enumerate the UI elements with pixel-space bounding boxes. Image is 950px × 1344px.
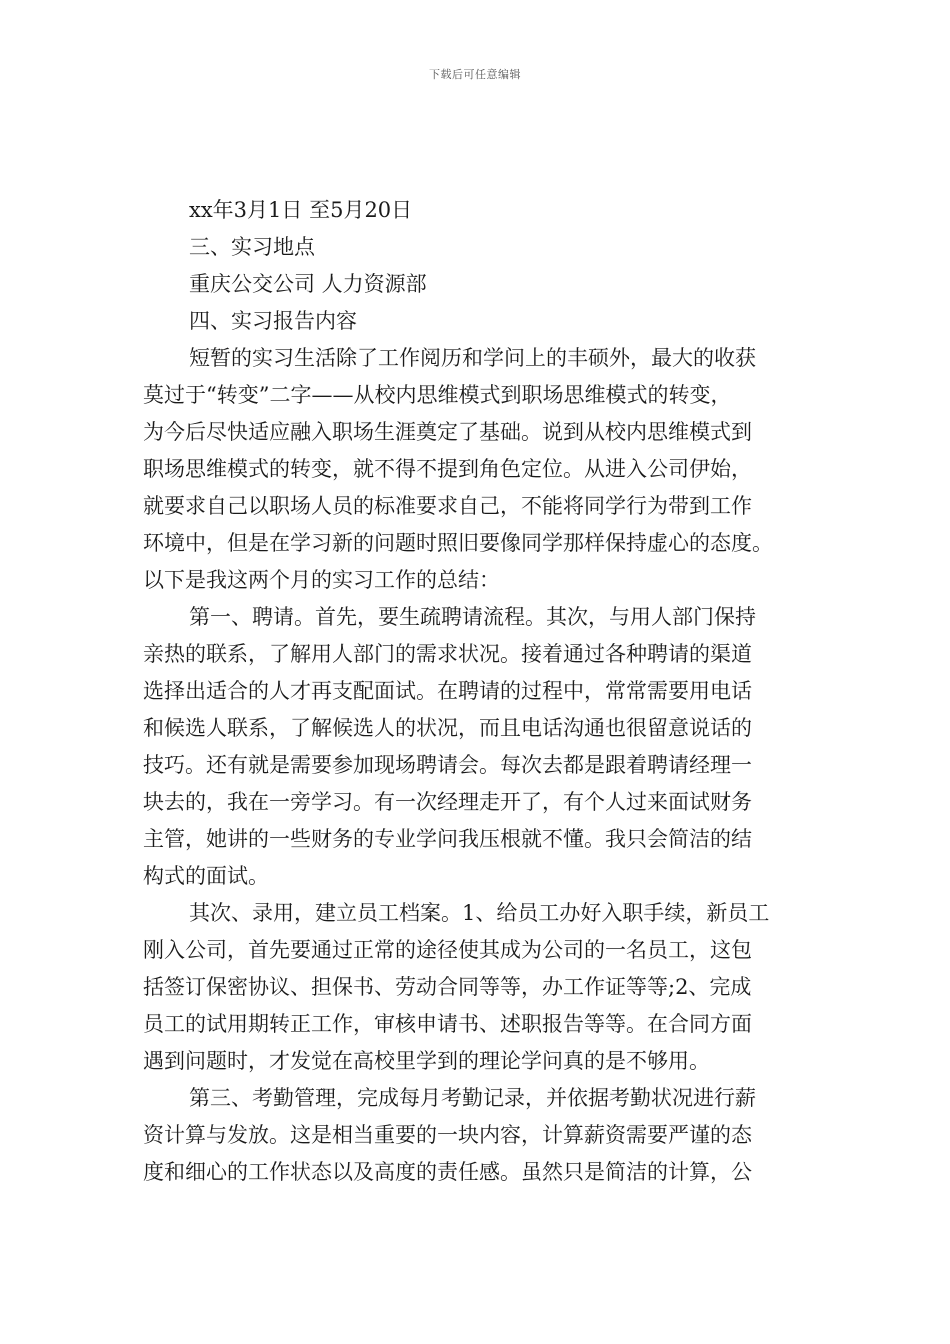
- paragraph-line: 莫过于“转变”二字——从校内思维模式到职场思维模式的转变，: [143, 383, 732, 407]
- page-header: 下载后可任意编辑: [429, 68, 521, 81]
- paragraph-line: 以下是我这两个月的实习工作的总结：: [143, 568, 500, 592]
- document-body: [143, 192, 809, 1191]
- paragraph-line: 括签订保密协议、担保书、劳动合同等等，办工作证等等;2、完成: [143, 975, 752, 999]
- paragraph-line: 构式的面试。: [143, 864, 269, 888]
- paragraph-line: 亲热的联系，了解用人部门的需求状况。接着通过各种聘请的渠道: [143, 642, 752, 666]
- paragraph-line: 主管，她讲的一些财务的专业学问我压根就不懂。我只会简洁的结: [143, 827, 752, 851]
- paragraph-line: 就要求自己以职场人员的标准要求自己，不能将同学行为带到工作: [143, 494, 752, 518]
- paragraph-hiring: [143, 895, 809, 1080]
- paragraph-line: 环境中，但是在学习新的问题时照旧要像同学那样保持虚心的态度。: [143, 531, 773, 555]
- paragraph-line: 度和细心的工作状态以及高度的责任感。虽然只是简洁的计算，公: [143, 1160, 752, 1184]
- paragraph-line: 短暂的实习生活除了工作阅历和学问上的丰硕外，最大的收获: [189, 346, 756, 370]
- paragraph-line: 资计算与发放。这是相当重要的一块内容，计算薪资需要严谨的态: [143, 1123, 752, 1147]
- paragraph-line: 和候选人联系，了解候选人的状况，而且电话沟通也很留意说话的: [143, 716, 752, 740]
- paragraph-line: 第一、聘请。首先，要生疏聘请流程。其次，与用人部门保持: [189, 605, 756, 629]
- paragraph-attendance: [143, 1080, 809, 1191]
- paragraph-line: 员工的试用期转正工作，审核申请书、述职报告等等。在合同方面: [143, 1012, 752, 1036]
- date-line: xx年3月1日 至5月20日: [189, 198, 413, 222]
- paragraph-intro: [143, 340, 809, 599]
- paragraph-line: 第三、考勤管理，完成每月考勤记录，并依据考勤状况进行薪: [189, 1086, 756, 1110]
- paragraph-line: 刚入公司，首先要通过正常的途径使其成为公司的一名员工，这包: [143, 938, 752, 962]
- location-text: 重庆公交公司 人力资源部: [189, 272, 427, 296]
- paragraph-line: 遇到问题时，才发觉在高校里学到的理论学问真的是不够用。: [143, 1049, 710, 1073]
- paragraph-line: 技巧。还有就是需要参加现场聘请会。每次去都是跟着聘请经理一: [143, 753, 752, 777]
- paragraph-line: 职场思维模式的转变，就不得不提到角色定位。从进入公司伊始，: [143, 457, 752, 481]
- section-heading-report: 四、实习报告内容: [189, 309, 357, 333]
- paragraph-line: 选择出适合的人才再支配面试。在聘请的过程中，常常需要用电话: [143, 679, 752, 703]
- paragraph-line: 其次、录用，建立员工档案。1、给员工办好入职手续，新员工: [189, 901, 770, 925]
- section-heading-location: 三、实习地点: [189, 235, 315, 259]
- paragraph-line: 块去的，我在一旁学习。有一次经理走开了，有个人过来面试财务: [143, 790, 752, 814]
- paragraph-recruitment: [143, 599, 809, 895]
- paragraph-line: 为今后尽快适应融入职场生涯奠定了基础。说到从校内思维模式到: [143, 420, 752, 444]
